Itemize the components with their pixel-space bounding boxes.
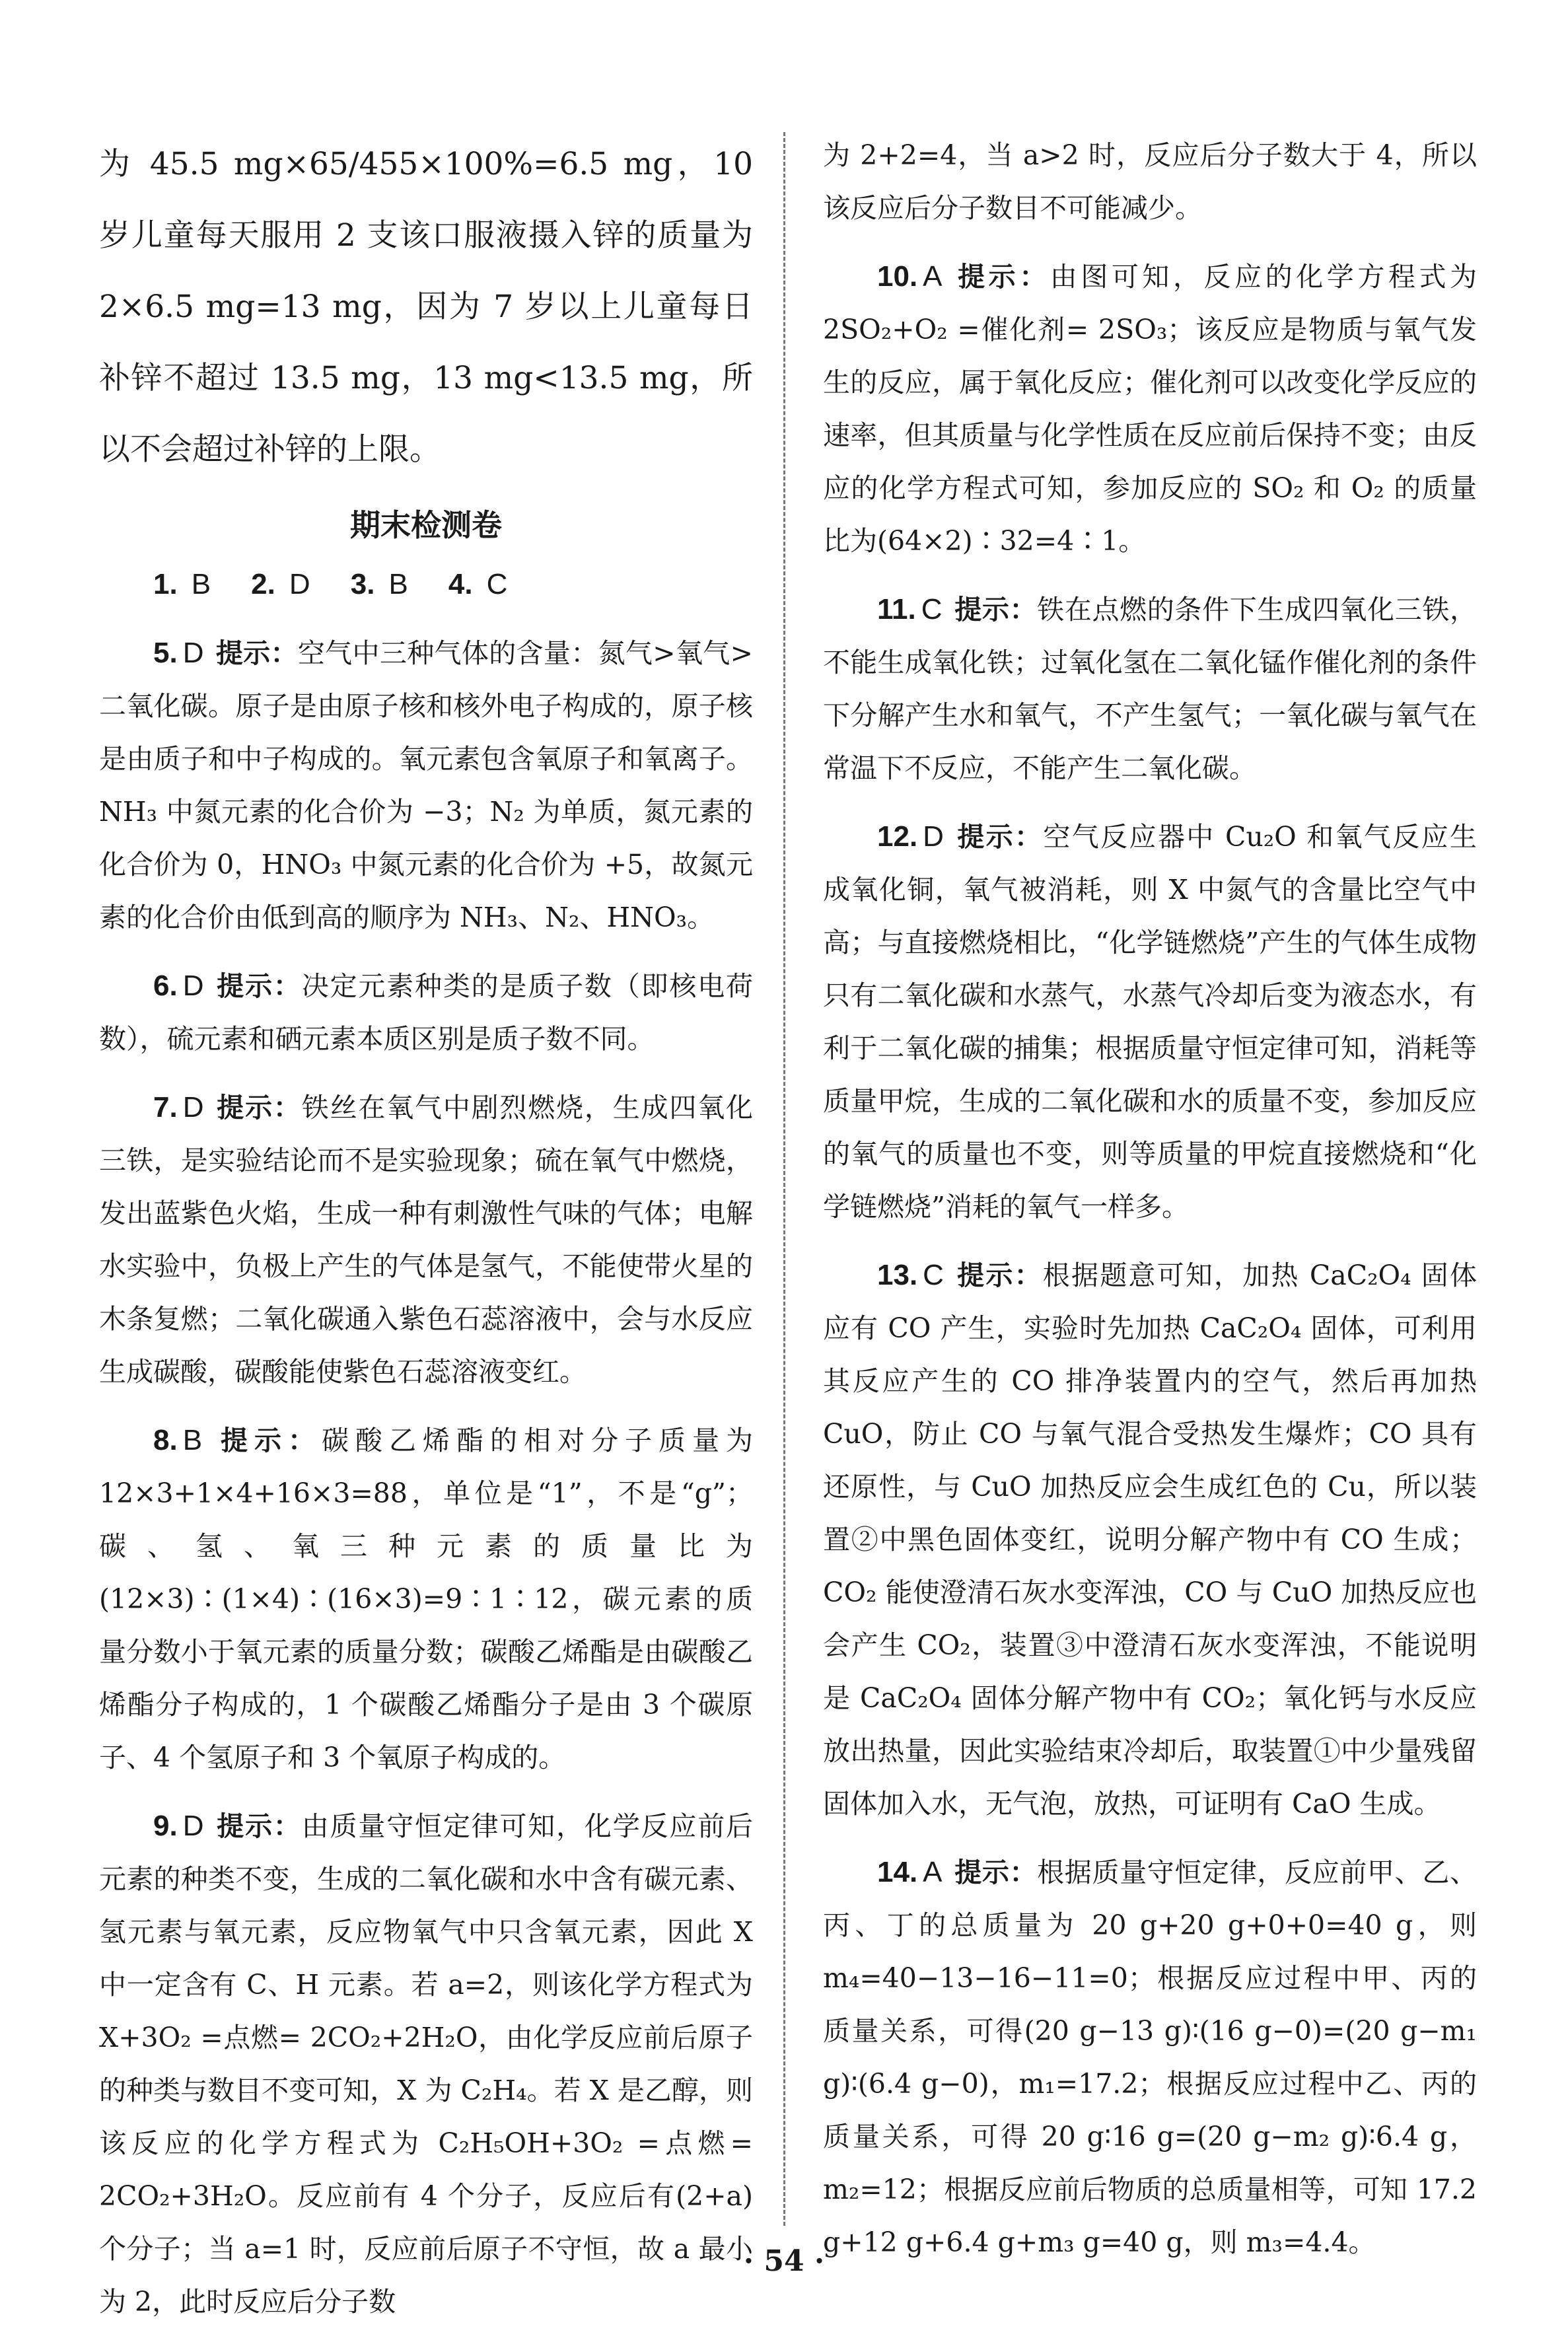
question-7: 7. D 提示：铁丝在氧气中剧烈燃烧，生成四氧化三铁，是实验结论而不是实验现象；硫在氧气中燃烧，发出蓝紫色火焰，生成一种有刺激性气味的气体；电解水实验中，负极上产生的气体是氢气，不能使带火星的木条复燃；二氧化碳通入紫色石蕊溶液中，会与水反应生成碳酸，碳酸能使紫色石蕊溶液变红。 [99,1091,754,1388]
mc-item: 2. D [251,568,310,600]
question-10: 10. A 提示：由图可知，反应的化学方程式为 2SO₂+O₂ =催化剂= 2SO₃；该反应是物质与氧气发生的反应，属于氧化反应；催化剂可以改变化学反应的速率，但其质量与化学性质在反应前后保持不变；由反应的化学方程式可知，参加反应的 SO₂ 和 O₂ 的质量比为(64×2)∶32=4∶1。 [823,260,1478,557]
question-9: 9. D 提示：由质量守恒定律可知，化学反应前后元素的种类不变，生成的二氧化碳和水中含有碳元素、氢元素与氧元素，反应物氧气中只含氧元素，因此 X 中一定含有 C、H 元素。若 a=2，则该化学方程式为 X+3O₂ =点燃= 2CO₂+2H₂O，由化学反应前后原子的种类与数目不变可知，X 为 C₂H₄。若 X 是乙醇，则该反应的化学方程式为 C₂H₅OH+3O₂ =点燃= 2CO₂+3H₂O。反应前有 4 个分子，反应后有(2+a)个分子；当 a=1 时，反应前后原子不守恒，故 a 最小为 2，此时反应后分子数 [99,1810,754,2318]
question-6: 6. D 提示：决定元素种类的是质子数（即核电荷数），硫元素和硒元素本质区别是质子数不同。 [99,970,754,1055]
question-11: 11. C 提示：铁在点燃的条件下生成四氧化三铁，不能生成氧化铁；过氧化氢在二氧化锰作催化剂的条件下分解产生水和氧气，不产生氢气；一氧化碳与氧气在常温下不反应，不能产生二氧化碳。 [823,593,1477,784]
column-divider [783,132,785,2226]
mc-item: 4. C [448,568,508,600]
mc-answers-row [99,558,753,611]
page-number: · 54 · [743,2244,825,2278]
section-title: 期末检测卷 [350,507,502,543]
question-5: 5. D 提示：空气中三种气体的含量：氮气>氧气>二氧化碳。原子是由原子核和核外电子构成的，原子核是由质子和中子构成的。氧元素包含氧原子和氧离子。NH₃ 中氮元素的化合价为 −3；N₂ 为单质，氮元素的化合价为 0，HNO₃ 中氮元素的化合价为 +5，故氮元素的化合价由低到高的顺序为 NH₃、N₂、HNO₃。 [99,637,753,933]
question-14: 14. A 提示：根据质量守恒定律，反应前甲、乙、丙、丁的总质量为 20 g+20 g+0+0=40 g，则 m₄=40−13−16−11=0；根据反应过程中甲、丙的质量关系，可得(20 g−13 g)∶(16 g−0)=(20 g−m₁ g)∶(6.4 g−0)，m₁=17.2；根据反应过程中乙、丙的质量关系，可得 20 g∶16 g=(20 g−m₂ g)∶6.4 g，m₂=12；根据反应前后物质的总质量相等，可知 17.2 g+12 g+6.4 g+m₃ g=40 g，则 m₃=4.4。 [823,1856,1477,2258]
question-12: 12. D 提示：空气反应器中 Cu₂O 和氧气反应生成氧化铜，氧气被消耗，则 X 中氮气的含量比空气中高；与直接燃烧相比，“化学链燃烧”产生的气体生成物只有二氧化碳和水蒸气，水蒸气冷却后变为液态水，有利于二氧化碳的捕集；根据质量守恒定律可知，消耗等质量甲烷，生成的二氧化碳和水的质量不变，参加反应的氧气的质量也不变，则等质量的甲烷直接燃烧和“化学链燃烧”消耗的氧气一样多。 [823,820,1478,1223]
intro-paragraph: 为 45.5 mg×65/455×100%=6.5 mg，10 岁儿童每天服用 2 支该口服液摄入锌的质量为 2×6.5 mg=13 mg，因为 7 岁以上儿童每日补锌不超过 13.5 mg，13 mg<13.5 mg，所以不会超过补锌的上限。 [99,146,753,468]
mc-item: 3. B [350,568,408,600]
right-column [823,129,1477,2285]
mc-item: 1. B [153,568,211,600]
question-13: 13. C 提示：根据题意可知，加热 CaC₂O₄ 固体应有 CO 产生，实验时先加热 CaC₂O₄ 固体，可利用其反应产生的 CO 排净装置内的空气，然后再加热 CuO，防止 CO 与氧气混合受热发生爆炸；CO 具有还原性，与 CuO 加热反应会生成红色的 Cu，所以装置②中黑色固体变红，说明分解产物中有 CO 生成；CO₂ 能使澄清石灰水变浑浊，CO 与 CuO 加热反应也会产生 CO₂，装置③中澄清石灰水变浑浊，不能说明是 CaC₂O₄ 固体分解产物中有 CO₂；氧化钙与水反应放出热量，因此实验结束冷却后，取装置①中少量残留固体加入水，无气泡，放热，可证明有 CaO 生成。 [823,1259,1477,1820]
left-column [99,129,753,2344]
question-8: 8. B 提示：碳酸乙烯酯的相对分子质量为 12×3+1×4+16×3=88，单位是“1”，不是“g”；碳、氢、氧三种元素的质量比为(12×3)∶(1×4)∶(16×3)=9∶1∶12，碳元素的质量分数小于氧元素的质量分数；碳酸乙烯酯是由碳酸乙烯酯分子构成的，1 个碳酸乙烯酯分子是由 3 个碳原子、4 个氢原子和 3 个氧原子构成的。 [99,1424,753,1773]
question-9-continuation: 为 2+2=4，当 a>2 时，反应后分子数大于 4，所以该反应后分子数目不可能减少。 [823,139,1477,224]
